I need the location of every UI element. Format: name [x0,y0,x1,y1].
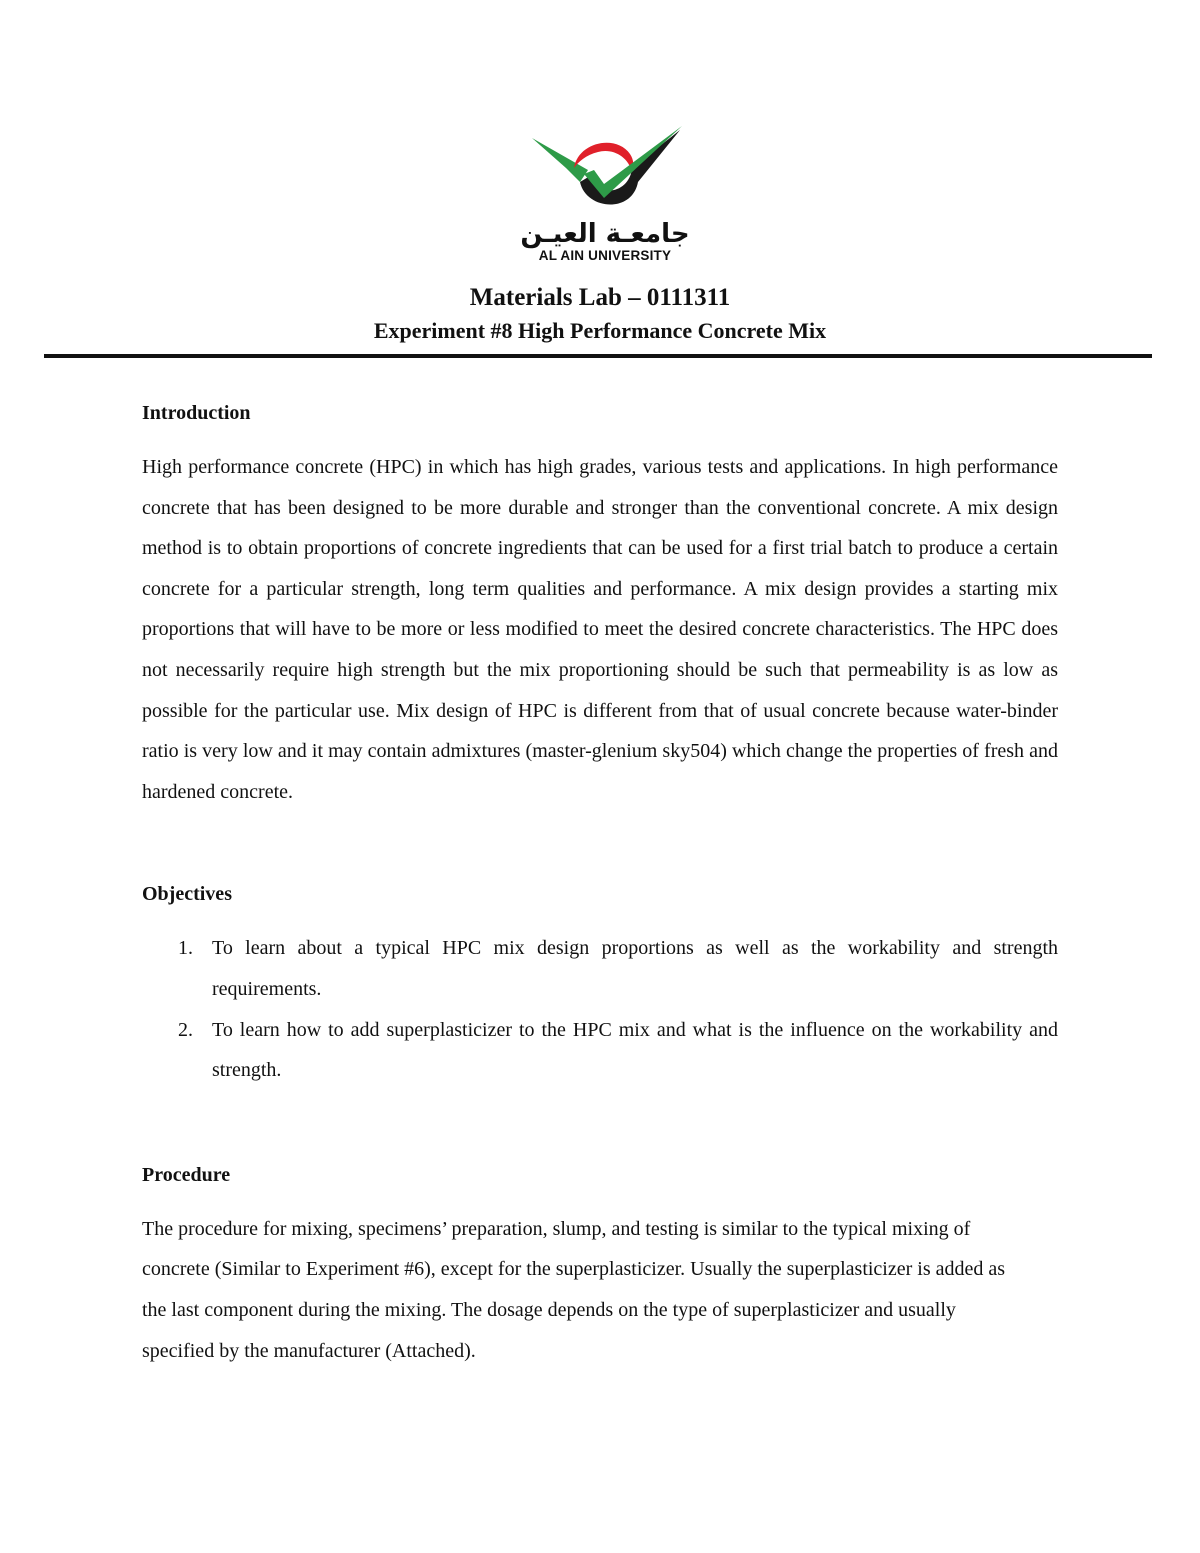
list-item-number: 1. [178,937,193,960]
list-item [142,928,1058,1009]
list-item-number: 2. [178,1018,193,1041]
objectives-heading: Objectives [142,883,232,906]
procedure-heading: Procedure [142,1163,231,1186]
list-item-text: To learn how to add superplasticizer to the HPC mix and what is the influence on the workability and strength. [212,1018,1058,1082]
introduction-heading: Introduction [142,402,251,424]
introduction-paragraph: High performance concrete (HPC) in which has high grades, various tests and applications. In high performance concrete that has been designed to be more durable and stronger than the conventional concrete. A mix design method is to obtain proportions of concrete ingredients that can be used for a first trial batch to produce a certain concrete for a particular strength, long term qualities and performance. A mix design provides a starting mix proportions that will have to be more or less modified to meet the desired concrete characteristics. The HPC does not necessarily require high strength but the mix proportioning should be such that permeability is as low as possible for the particular use. Mix design of HPC is different from that of usual concrete because water-binder ratio is very low and it may contain admixtures (master-glenium sky504) which change the properties of fresh and hardened concrete. [142,456,1058,803]
introduction-section [142,397,1058,812]
university-emblem-icon [520,120,690,220]
objectives-section [142,878,1058,1090]
document-subtitle: Experiment #8 High Performance Concrete Mix [373,318,827,343]
procedure-section [142,1159,1058,1371]
university-logo [510,120,700,270]
header-divider [44,354,1152,358]
university-name-arabic: جامعـة العيـن [520,219,690,249]
list-item-text: To learn about a typical HPC mix design proportions as well as the workability and strength requirements. [212,937,1058,1000]
objectives-list [142,928,1058,1090]
document-body [142,397,1058,1371]
procedure-paragraph: The procedure for mixing, specimens’ preparation, slump, and testing is similar to the typical mixing of concrete (Similar to Experiment #6), except for the superplasticizer. Usually the superplasticizer is added as the last component during the mixing. The dosage depends on the type of superplasticizer and usually specified by the manufacturer (Attached). [142,1217,1006,1362]
document-title: Materials Lab – 0111311 [469,284,731,311]
list-item [142,1010,1058,1091]
university-name-english: AL AIN UNIVERSITY [538,248,672,263]
